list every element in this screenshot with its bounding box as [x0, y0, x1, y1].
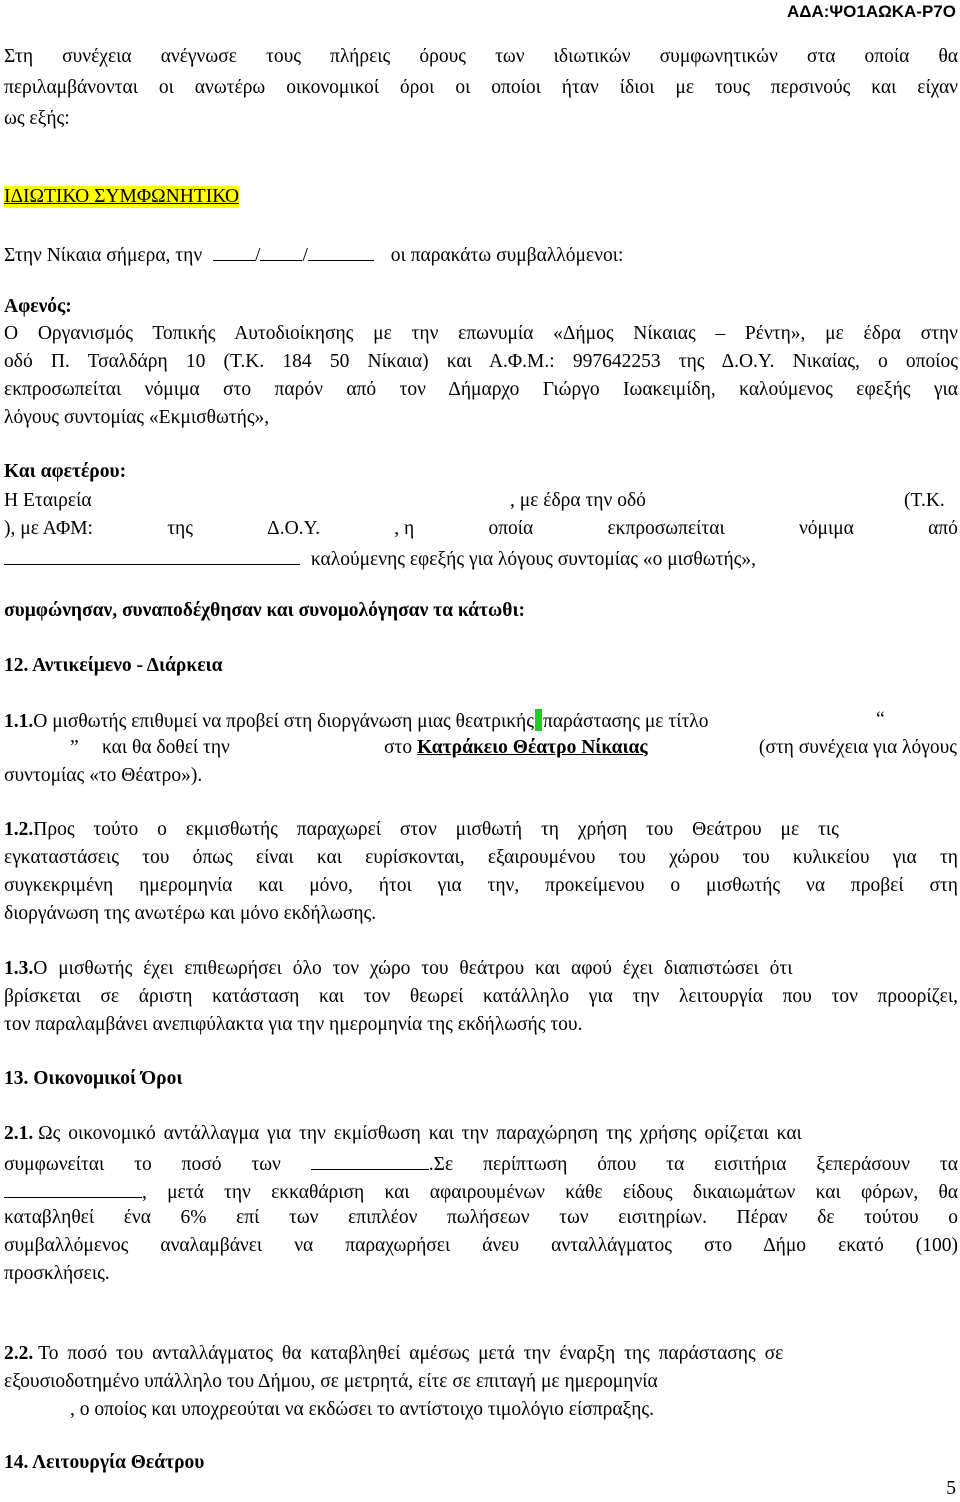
para-1-1-text-a: Ο μισθωτής επιθυμεί να προβεί στη διοργάνωση μιας θεατρικής [33, 711, 534, 732]
section-14-heading: 14. Λειτουργία Θεάτρου [4, 1452, 205, 1473]
para-2-2-line-3: , ο οποίος και υποχρεούται να εκδώσει το αντίστοιχο τιμολόγιο είσπραξης. [70, 1399, 655, 1420]
w-poso: ποσό [181, 1154, 222, 1175]
para-2-2-line-1 [4, 1343, 958, 1365]
party-b-tis: της [167, 518, 193, 539]
contract-title: ΙΔΙΩΤΙΚΟ ΣΥΜΦΩΝΗΤΙΚΟ [4, 186, 240, 207]
para-1-1-note: (στη συνέχεια για λόγους [758, 737, 957, 758]
party-b-afm: ), με ΑΦΜ: [4, 518, 93, 539]
party-a-heading: Αφενός: [4, 296, 72, 317]
party-b-w1: , η [394, 518, 415, 539]
date-line [4, 242, 623, 267]
para-2-1-num: 2.1. [4, 1123, 34, 1144]
intro-line-3: ως εξής: [4, 108, 70, 129]
para-2-1-line-3-text: , μετά την εκκαθάριση και αφαιρουμένων κάθε είδους δικαιωμάτων και φόρων, θα [142, 1182, 958, 1203]
w-to: το [134, 1154, 152, 1175]
party-b-w3: εκπροσωπείται [607, 518, 725, 539]
w-se: .Σε [428, 1154, 454, 1175]
w-opou: όπου [597, 1154, 637, 1175]
para-1-3-line-1 [4, 958, 958, 980]
para-1-1-text-b: παράστασης με τίτλο [542, 711, 709, 732]
party-a-line-1: Ο Οργανισμός Τοπικής Αυτοδιοίκησης με την επωνυμία «Δήμος Νίκαιας – Ρέντη», με έδρα στην [4, 323, 958, 344]
ada-code: ΑΔΑ:ΨΟ1ΑΩΚΑ-Ρ7Ο [786, 2, 956, 21]
para-2-1-line-6: προσκλήσεις. [4, 1263, 110, 1284]
intro-line-2: περιλαμβάνονται οι ανωτέρω οικονομικοί όροι οι οποίοι ήταν ίδιοι με τους περσινούς και είχαν [4, 77, 958, 98]
amount-blank [311, 1151, 429, 1170]
para-1-2-line-4: διοργάνωση της ανωτέρω και μόνο εκδήλωσης. [4, 903, 377, 924]
party-a-line-2: οδό Π. Τσαλδάρη 10 (Τ.Κ. 184 50 Νίκαια) και Α.Φ.Μ.: 997642253 της Δ.Ο.Υ. Νικαίας, ο οποίος [4, 351, 958, 372]
para-1-1-venue [384, 737, 648, 759]
para-1-1-sto: στο [384, 737, 413, 758]
para-2-1-line-5: συμβαλλόμενος αναλαμβάνει να παραχωρήσει άνευ ανταλλάγματος στο Δήμο εκατό (100) [4, 1235, 958, 1256]
party-b-w4: νόμιμα [798, 518, 854, 539]
para-1-2-line-2: εγκαταστάσεις του όπως είναι και ευρίσκονται, εξαιρουμένου του χώρου του κυλικείου για τη [4, 847, 958, 868]
para-1-2-text: Προς τούτο ο εκμισθωτής παραχωρεί στον μισθωτή τη χρήση του Θεάτρου με τις [33, 819, 839, 840]
party-b-line-3 [4, 546, 756, 571]
party-b-line-2 [4, 518, 958, 540]
party-b-w5: από [928, 518, 958, 539]
title-quote-open: “ [876, 709, 885, 730]
para-2-2-num: 2.2. [4, 1343, 34, 1364]
date-day-blank [213, 242, 255, 261]
para-2-1-line-3 [4, 1179, 958, 1204]
intro-line-1: Στη συνέχεια ανέγνωσε τους πλήρεις όρους των ιδιωτικών συμφωνητικών στα οποία θα [4, 46, 958, 67]
para-1-2-line-1 [4, 819, 958, 841]
agreed-line: συμφώνησαν, συναποδέχθησαν και συνομολόγησαν τα κάτωθι: [4, 600, 526, 621]
para-1-3-num: 1.3. [4, 958, 34, 979]
party-b-seat: , με έδρα την οδό [510, 490, 646, 511]
para-1-3-text: Ο μισθωτής έχει επιθεωρήσει όλο τον χώρο του θεάτρου και αφού έχει διαπιστώσει ότι [33, 958, 793, 979]
party-b-tenant-label: καλούμενης εφεξής για λόγους συντομίας «ο μισθωτής», [310, 549, 756, 570]
para-1-1-line-3: συντομίας «το Θέατρο»). [4, 765, 203, 786]
w-periptosi: περίπτωση [483, 1154, 568, 1175]
para-1-3-line-3: τον παραλαμβάνει ανεπιφύλακτα για την ημερομηνία της εκδήλωσής του. [4, 1014, 583, 1035]
para-2-2-text: Το ποσό του ανταλλάγματος θα καταβληθεί αμέσως μετά την έναρξη της παράστασης σε [38, 1343, 784, 1364]
date-prefix: Στην Νίκαια σήμερα, την [4, 245, 203, 266]
para-1-2-line-3: συγκεκριμένη ημερομηνία και μόνο, ήτοι για την, προκείμενου ο μισθωτής να προβεί στη [4, 875, 958, 896]
section-13-heading: 13. Οικονομικοί Όροι [4, 1068, 183, 1089]
date-year-blank [308, 242, 374, 261]
party-b-heading: Και αφετέρου: [4, 461, 127, 482]
page-number: 5 [946, 1478, 956, 1499]
party-a-line-3: εκπροσωπείται νόμιμα στο παρόν από τον Δήμαρχο Γιώργο Ιωακειμίδη, καλούμενος εφεξής για [4, 379, 958, 400]
tickets-blank [4, 1179, 142, 1198]
text-cursor [535, 709, 542, 731]
section-12-heading: 12. Αντικείμενο - Διάρκεια [4, 655, 223, 676]
para-1-2-num: 1.2. [4, 819, 34, 840]
w-ta-2: τα [939, 1154, 958, 1175]
date-sep-1: / [255, 245, 261, 266]
para-1-3-line-2: βρίσκεται σε άριστη κατάσταση και τον θεωρεί κατάλληλο για την λειτουργία που τον προορίζει, [4, 986, 958, 1007]
party-b-tk: (Τ.Κ. [904, 490, 945, 511]
w-symfoneitai: συμφωνείται [4, 1154, 105, 1175]
para-2-1-line-4: καταβληθεί ένα 6% επί των επιπλέον πωλήσεων των εισιτηρίων. Πέραν δε τούτου ο [4, 1207, 958, 1228]
para-2-2-line-2: εξουσιοδοτημένο υπάλληλο του Δήμου, σε μετρητά, είτε σε επιταγή με ημερομηνία [4, 1371, 658, 1392]
para-2-1-line-1 [4, 1123, 958, 1145]
w-ta-1: τα [666, 1154, 685, 1175]
w-eisitiria: εισιτήρια [714, 1154, 787, 1175]
representative-blank [4, 546, 300, 565]
date-sep-2: / [302, 245, 308, 266]
party-b-doy: Δ.Ο.Υ. [267, 518, 321, 539]
para-1-1-date: και θα δοθεί την [102, 737, 230, 758]
party-b-w2: οποία [488, 518, 534, 539]
w-xeperasoun: ξεπεράσουν [816, 1154, 910, 1175]
party-b-company: Η Εταιρεία [4, 490, 92, 511]
para-1-1-line-1 [4, 709, 709, 733]
para-2-1-text: Ως οικονομικό αντάλλαγμα για την εκμίσθωση και την παραχώρηση της χρήσης ορίζεται και [38, 1123, 802, 1144]
w-ton: των [251, 1154, 281, 1175]
para-2-1-line-2 [4, 1151, 958, 1176]
para-1-1-num: 1.1. [4, 711, 34, 732]
date-month-blank [260, 242, 302, 261]
title-quote-close: ” [70, 737, 79, 758]
party-a-line-4: λόγους συντομίας «Εκμισθωτής», [4, 407, 270, 428]
theatre-name: Κατράκειο Θέατρο Νίκαιας [416, 737, 648, 758]
date-suffix: οι παρακάτω συμβαλλόμενοι: [390, 245, 624, 266]
